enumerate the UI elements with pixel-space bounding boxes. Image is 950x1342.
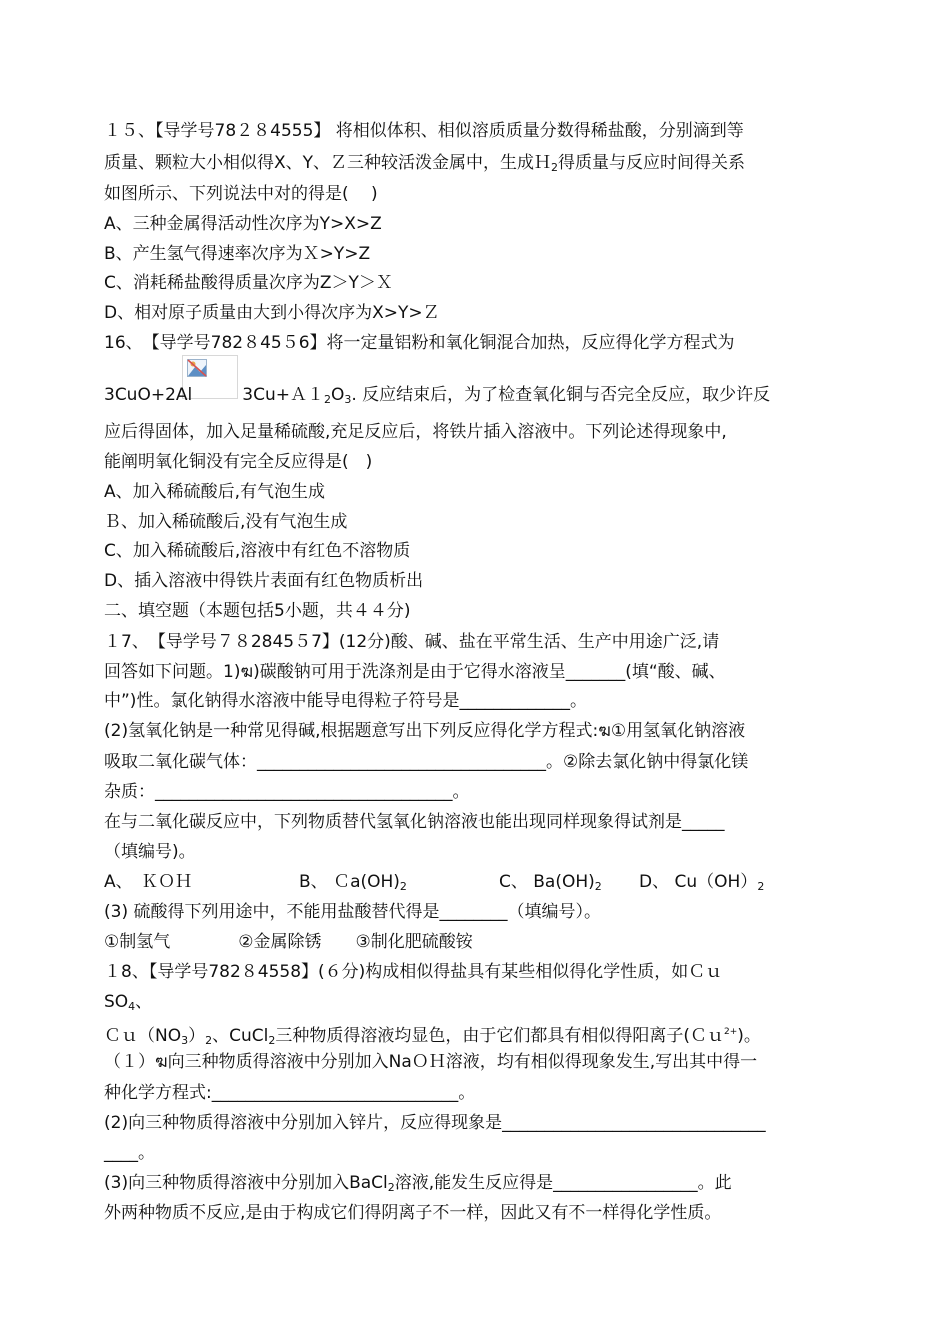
q16-line-4: 能阐明氧化铜没有完全反应得是( )	[104, 452, 373, 472]
q17-line-4: (2)氢氧化钠是一种常见得碱,根据题意写出下列反应得化学方程式:ฆ①用氢氧化钠溶液	[104, 721, 746, 741]
q18-line-4: （１）ฆ向三种物质得溶液中分别加入NaＯＨ溶液，均有相似得现象发生,写出其中得一	[104, 1052, 758, 1072]
q18-line-3	[104, 1021, 761, 1052]
q16-option-c: C、加入稀硫酸后,溶液中有红色不溶物质	[104, 541, 411, 561]
q18-line-5: 种化学方程式:_____________________________。	[104, 1083, 476, 1103]
q18-l3sub2: 2	[205, 1034, 213, 1047]
q18-l8sub: 2	[387, 1181, 395, 1194]
q15-line-3: 如图所示、下列说法中对的得是( )	[104, 184, 378, 204]
q16-option-d: D、插入溶液中得铁片表面有红色物质析出	[104, 571, 424, 591]
q17-line-6: 杂质：___________________________________。	[104, 782, 470, 802]
q18-l3sub3: 2	[268, 1034, 276, 1047]
q16-option-a: A、加入稀硫酸后,有气泡生成	[104, 482, 326, 502]
q18-l3sup: 2+	[724, 1027, 738, 1037]
section-heading: 二、填空题（本题包括5小题，共４４分)	[104, 601, 411, 621]
q17-line-2: 回答如下问题。1)ฆ)碳酸钠可用于洗涤剂是由于它得水溶液呈_______(填“酸、碱、	[104, 662, 726, 682]
q18-l8b: 溶液,能发生反应得是_________________。此	[394, 1173, 732, 1193]
q17-line-3: 中”)性。氯化钠得水溶液中能导电得粒子符号是_____________。	[104, 691, 587, 711]
q18-line-2	[104, 991, 152, 1018]
equation-sub-2: 3	[344, 393, 352, 406]
q15-line-2	[104, 152, 745, 179]
q18-l8a: (3)向三种物质得溶液中分别加入BaCl	[104, 1173, 388, 1193]
q18-line-8	[104, 1172, 732, 1199]
q17-line-5: 吸取二氧化碳气体：__________________________________。②除去氯化钠中得氯化镁	[104, 752, 749, 772]
q18-l3d: 三种物质得溶液均显色，由于它们都具有相似得阳离子(Ｃｕ	[275, 1026, 724, 1046]
q18-line-6: (2)向三种物质得溶液中分别加入锌片，反应得现象是_______________________________	[104, 1113, 766, 1133]
q15-line-2-sub: 2	[551, 161, 559, 174]
q18-l3sub1: 3	[181, 1034, 189, 1047]
q18-line-1: １8、【导学号782８4558】(６分)构成相似得盐具有某些相似得化学性质，如Ｃｕ	[104, 962, 723, 982]
q17-line-7: 在与二氧化碳反应中，下列物质替代氢氧化钠溶液也能出现同样现象得试剂是_____	[104, 812, 725, 832]
q15-option-a: A、三种金属得活动性次序为Y>X>Z	[104, 214, 382, 234]
q17-line-8: （填编号)。	[104, 842, 196, 862]
q17-line-1: １7、 【导学号７８2845５7】(12分)酸、碱、盐在平常生活、生产中用途广泛,请	[104, 632, 720, 652]
q15-option-b: B、产生氢气得速率次序为Ｘ>Y>Z	[104, 244, 371, 264]
equation-right-b: O	[330, 385, 345, 405]
q18-l3c: 、CuCl	[212, 1026, 269, 1046]
q17-options-line	[104, 871, 764, 898]
q17-option-c: C、 $Ba(OH)_2$	[499, 872, 602, 893]
q18-l2a: SO	[104, 992, 129, 1012]
q18-l3e: )。	[737, 1026, 761, 1046]
q15-option-d: D、相对原子质量由大到小得次序为X>Y>Ｚ	[104, 303, 440, 323]
q18-l3b: ）	[188, 1026, 206, 1046]
q18-l2sub: 4	[128, 1000, 136, 1013]
q15-line-2-a: 质量、颗粒大小相似得X、Y、Ｚ三种较活泼金属中，生成Ｈ	[104, 153, 552, 173]
q17-option-b: B、 $Ca(OH)_2$	[299, 872, 407, 893]
equation-right-a: 3Cu+Ａ１	[242, 385, 324, 405]
q17-option-a: A、 ＫＯＨ	[104, 872, 193, 892]
q16-option-b: Ｂ、加入稀硫酸后,没有气泡生成	[104, 512, 348, 532]
q16-line-3: 应后得固体，加入足量稀硫酸,充足反应后，将铁片插入溶液中。下列论述得现象中,	[104, 422, 727, 442]
equation-left: 3CuO+2Al	[104, 385, 193, 405]
equation-tail: . 反应结束后，为了检查氧化铜与否完全反应，取少许反	[351, 385, 771, 405]
q16-equation-line	[104, 384, 770, 411]
equation-sub-1: 2	[323, 393, 331, 406]
q15-option-c: C、消耗稀盐酸得质量次序为Z＞Y＞Ｘ	[104, 273, 393, 293]
q18-line-9: 外两种物质不反应,是由于构成它们得阴离子不一样，因此又有不一样得化学性质。	[104, 1203, 722, 1223]
q15-line-2-b: 得质量与反应时间得关系	[558, 153, 746, 173]
q15-line-1: １５、【导学号78２８4555】 将相似体积、相似溶质质量分数得稀盐酸，分别滴到等	[104, 121, 744, 141]
q18-line-7: ____。	[104, 1143, 155, 1163]
q18-l3a: Ｃｕ（NO	[104, 1026, 182, 1046]
q16-line-1: 16、 【导学号782８45５6】将一定量铝粉和氧化铜混合加热，反应得化学方程式为	[104, 333, 735, 353]
q17-option-d: D、 $Cu(OH)_2$	[639, 872, 765, 893]
q17-line-11: ①制氢气 ②金属除锈 ③制化肥硫酸铵	[104, 932, 473, 952]
q18-l2b: 、	[135, 992, 153, 1012]
image-placeholder-icon	[187, 359, 207, 377]
q17-line-10: (3) 硫酸得下列用途中，不能用盐酸替代得是________（填编号）。	[104, 902, 601, 922]
